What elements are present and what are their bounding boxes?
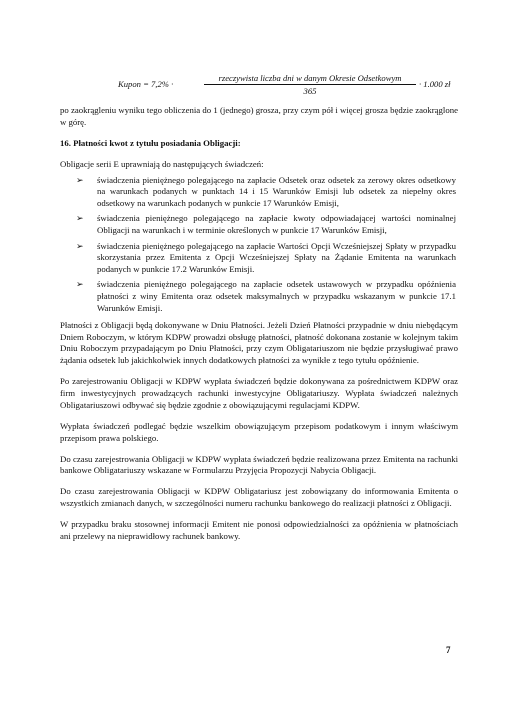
formula-lhs: Kupon = 7,2% · bbox=[118, 79, 174, 89]
rounding-paragraph: po zaokrągleniu wyniku tego obliczenia do 1 (jednego) grosza, przy czym pół i więcej grosza będzie zaokrąglone w górę. bbox=[60, 105, 458, 127]
list-item-text: świadczenia pieniężnego polegającego na zapłacie Wartości Opcji Wcześniejszej Spłaty w przypadku skorzystania przez Emitenta z Opcji Wcześniejszej Spłaty na Żądanie Emitenta na warunkach podanych w punkcie 17.2 Warunków Emisji. bbox=[97, 240, 456, 275]
tax-regulations-paragraph: Wypłata świadczeń podlegać będzie wszelkim obowiązującym przepisom podatkowym i innym właściwym przepisom prawa polskiego. bbox=[60, 420, 458, 443]
list-item-text: świadczenia pieniężnego polegającego na zapłacie Odsetek oraz odsetek za zerowy okres odsetkowy na warunkach podanych w punktach 14 i 15 Warunków Emisji lub odsetek za niepełny okres odsetkowy na warunkach podanych w punkcie 17 Warunków Emisji, bbox=[97, 174, 456, 209]
arrow-bullet-icon: ➢ bbox=[76, 174, 84, 185]
document-body bbox=[60, 105, 458, 552]
arrow-bullet-icon: ➢ bbox=[76, 279, 84, 290]
page-number: 7 bbox=[446, 645, 451, 655]
coupon-formula bbox=[118, 73, 451, 97]
list-item-text: świadczenia pieniężnego polegającego na zapłacie odsetek ustawowych w przypadku opóźnienia płatności z winy Emitenta oraz odsetek maksymalnych w przypadku wskazanym w punkcie 17.1 Warunków Emisji. bbox=[97, 279, 456, 314]
arrow-bullet-icon: ➢ bbox=[76, 240, 84, 251]
kdpw-payment-paragraph: Po zarejestrowaniu Obligacji w KDPW wypłata świadczeń będzie dokonywana za pośrednictwem KDPW oraz firm inwestycyjnych prowadzących rachunki inwestycyjne Obligatariuszy. Wypłata świadczeń należnych Obligatariuszowi odbywać się będzie zgodnie z obowiązującymi regulacjami KDPW. bbox=[60, 376, 458, 410]
list-item bbox=[60, 175, 458, 210]
formula-fraction bbox=[204, 73, 416, 96]
formula-rhs: · 1.000 zł bbox=[419, 79, 451, 89]
list-item bbox=[60, 241, 458, 276]
list-item-text: świadczenia pieniężnego polegającego na zapłacie kwoty odpowiadającej wartości nominalnej Obligacji na warunkach i w terminie określonych w punkcie 17 Warunków Emisji, bbox=[97, 213, 456, 236]
liability-paragraph: W przypadku braku stosownej informacji Emitent nie ponosi odpowiedzialności za opóźnienia w płatnościach ani przelewy na nieprawidłowy rachunek bankowy. bbox=[60, 519, 458, 541]
payment-dates-paragraph: Płatności z Obligacji będą dokonywane w Dniu Płatności. Jeżeli Dzień Płatności przypadnie w dniu niebędącym Dniem Roboczym, w którym KDPW prowadzi obsługę płatności, płatność dokonana zostanie w kolejnym takim Dniu Roboczym przypadającym po Dniu Płatności, przy czym Obligatariuszom nie będzie przysługiwać prawo żądania odsetek lub jakichkolwiek innych dodatkowych płatności za wynikłe z tego tytułu opóźnienie. bbox=[60, 319, 458, 366]
data-change-paragraph: Do czasu zarejestrowania Obligacji w KDPW Obligatariusz jest zobowiązany do informowania Emitenta o wszystkich zmianach danych, w szczególności numeru rachunku bankowego do realizacji płatności z Obligacji. bbox=[60, 486, 458, 509]
list-item bbox=[60, 213, 458, 237]
benefits-intro: Obligacje serii E uprawniają do następujących świadczeń: bbox=[60, 158, 264, 169]
formula-numerator: rzeczywista liczba dni w danym Okresie Odsetkowym bbox=[204, 73, 416, 85]
arrow-bullet-icon: ➢ bbox=[76, 213, 84, 224]
list-item bbox=[60, 279, 458, 314]
benefits-list bbox=[60, 175, 458, 315]
section-heading: 16. Płatności kwot z tytułu posiadania Obligacji: bbox=[60, 137, 241, 148]
issuer-payment-paragraph: Do czasu zarejestrowania Obligacji w KDPW wypłata świadczeń będzie realizowana przez Emitenta na rachunki bankowe Obligatariuszy wskazane w Formularzu Przyjęcia Propozycji Nabycia Obligacji. bbox=[60, 453, 458, 476]
formula-denominator: 365 bbox=[303, 86, 317, 96]
